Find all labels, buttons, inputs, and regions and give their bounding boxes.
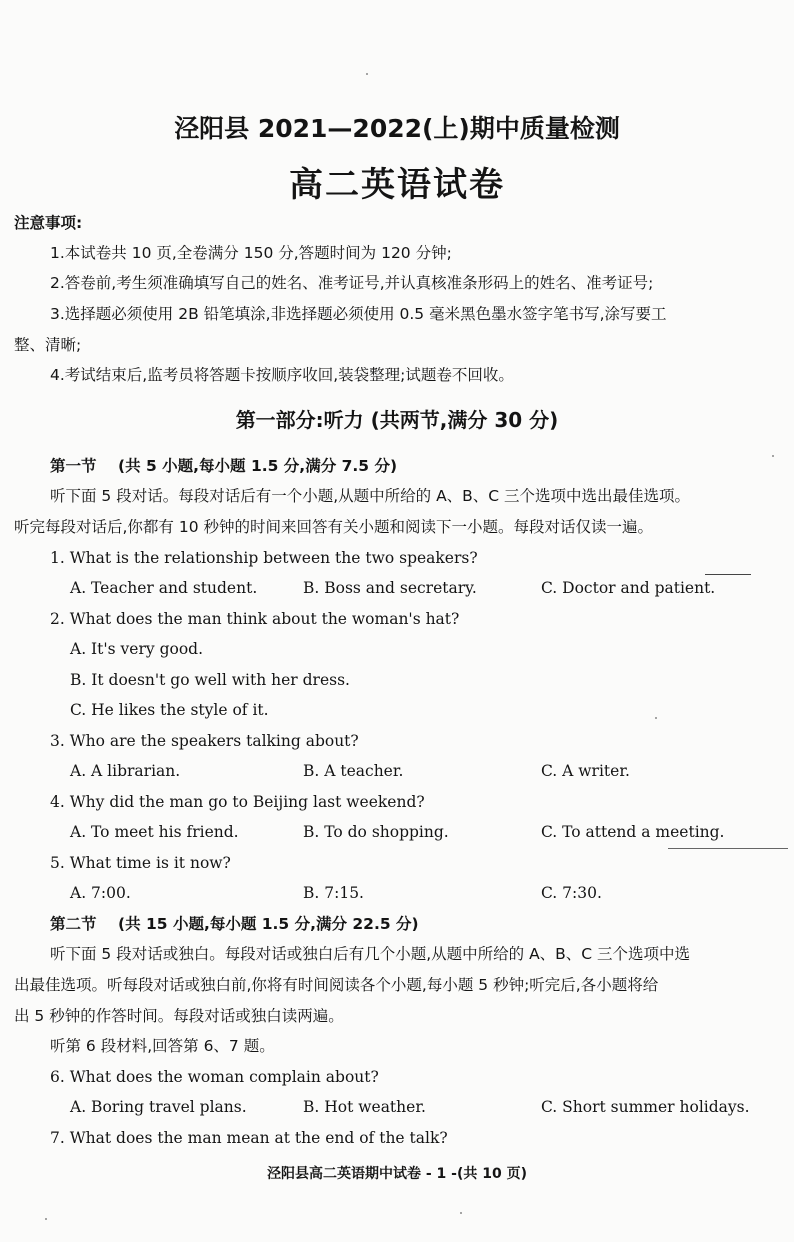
option-a: A. To meet his friend. [70, 823, 239, 841]
option-a: A. It's very good. [70, 640, 203, 658]
section2-instruction: 出 5 秒钟的作答时间。每段对话或独白读两遍。 [14, 1007, 344, 1025]
scan-speck [655, 717, 657, 719]
option-c: C. Doctor and patient. [541, 579, 716, 597]
section2-info: (共 15 小题,每小题 1.5 分,满分 22.5 分) [118, 915, 419, 933]
option-b: B. A teacher. [303, 762, 404, 780]
question-stem: 5. What time is it now? [50, 854, 231, 872]
part1-title: 第一部分:听力 (共两节,满分 30 分) [235, 408, 559, 432]
option-c: C. He likes the style of it. [70, 701, 269, 719]
notice-heading: 注意事项: [14, 214, 83, 232]
notice-item: 1.本试卷共 10 页,全卷满分 150 分,答题时间为 120 分钟; [50, 244, 452, 262]
section2-label: 第二节 [50, 915, 97, 933]
exam-subject-title: 高二英语试卷 [289, 165, 505, 205]
section1-info: (共 5 小题,每小题 1.5 分,满分 7.5 分) [118, 457, 398, 475]
option-a: A. Boring travel plans. [70, 1098, 247, 1116]
scan-speck [45, 1218, 47, 1220]
option-b: B. To do shopping. [303, 823, 449, 841]
notice-item: 2.答卷前,考生须准确填写自己的姓名、准考证号,并认真核准条形码上的姓名、准考证号; [50, 274, 654, 292]
option-a: A. Teacher and student. [70, 579, 258, 597]
option-a: A. A librarian. [70, 762, 181, 780]
page-footer: 泾阳县高二英语期中试卷 - 1 -(共 10 页) [266, 1166, 527, 1182]
section1-label: 第一节 [50, 457, 97, 475]
question-stem: 3. Who are the speakers talking about? [50, 732, 359, 750]
question-stem: 6. What does the woman complain about? [50, 1068, 379, 1086]
question-stem: 7. What does the man mean at the end of the talk? [50, 1129, 448, 1147]
section1-instruction: 听完每段对话后,你都有 10 秒钟的时间来回答有关小题和阅读下一小题。每段对话仅读一遍。 [14, 518, 654, 536]
scan-line-mark [668, 848, 788, 849]
exam-title: 泾阳县 2021—2022(上)期中质量检测 [174, 114, 620, 143]
scan-speck [772, 455, 774, 457]
option-b: B. Boss and secretary. [303, 579, 477, 597]
option-c: C. To attend a meeting. [541, 823, 725, 841]
notice-item: 3.选择题必须使用 2B 铅笔填涂,非选择题必须使用 0.5 毫米黑色墨水签字笔书写,涂写要工 [50, 305, 667, 323]
notice-item: 4.考试结束后,监考员将答题卡按顺序收回,装袋整理;试题卷不回收。 [50, 366, 514, 384]
question-stem: 2. What does the man think about the woman's hat? [50, 610, 460, 628]
question-stem: 1. What is the relationship between the two speakers? [50, 549, 478, 567]
material-note: 听第 6 段材料,回答第 6、7 题。 [50, 1037, 275, 1055]
section2-instruction: 听下面 5 段对话或独白。每段对话或独白后有几个小题,从题中所给的 A、B、C 三个选项中选 [50, 945, 691, 963]
notice-item: 整、清晰; [14, 336, 82, 354]
option-b: B. It doesn't go well with her dress. [70, 671, 350, 689]
scan-speck [460, 1212, 462, 1214]
option-c: C. 7:30. [541, 884, 602, 902]
section2-instruction: 出最佳选项。听每段对话或独白前,你将有时间阅读各个小题,每小题 5 秒钟;听完后,各小题将给 [14, 976, 659, 994]
section1-instruction: 听下面 5 段对话。每段对话后有一个小题,从题中所给的 A、B、C 三个选项中选出最佳选项。 [50, 487, 691, 505]
option-c: C. Short summer holidays. [541, 1098, 750, 1116]
question-stem: 4. Why did the man go to Beijing last weekend? [50, 793, 425, 811]
scan-line-mark [705, 574, 751, 575]
option-c: C. A writer. [541, 762, 630, 780]
scan-speck [366, 73, 368, 75]
option-b: B. 7:15. [303, 884, 364, 902]
option-b: B. Hot weather. [303, 1098, 426, 1116]
option-a: A. 7:00. [70, 884, 131, 902]
